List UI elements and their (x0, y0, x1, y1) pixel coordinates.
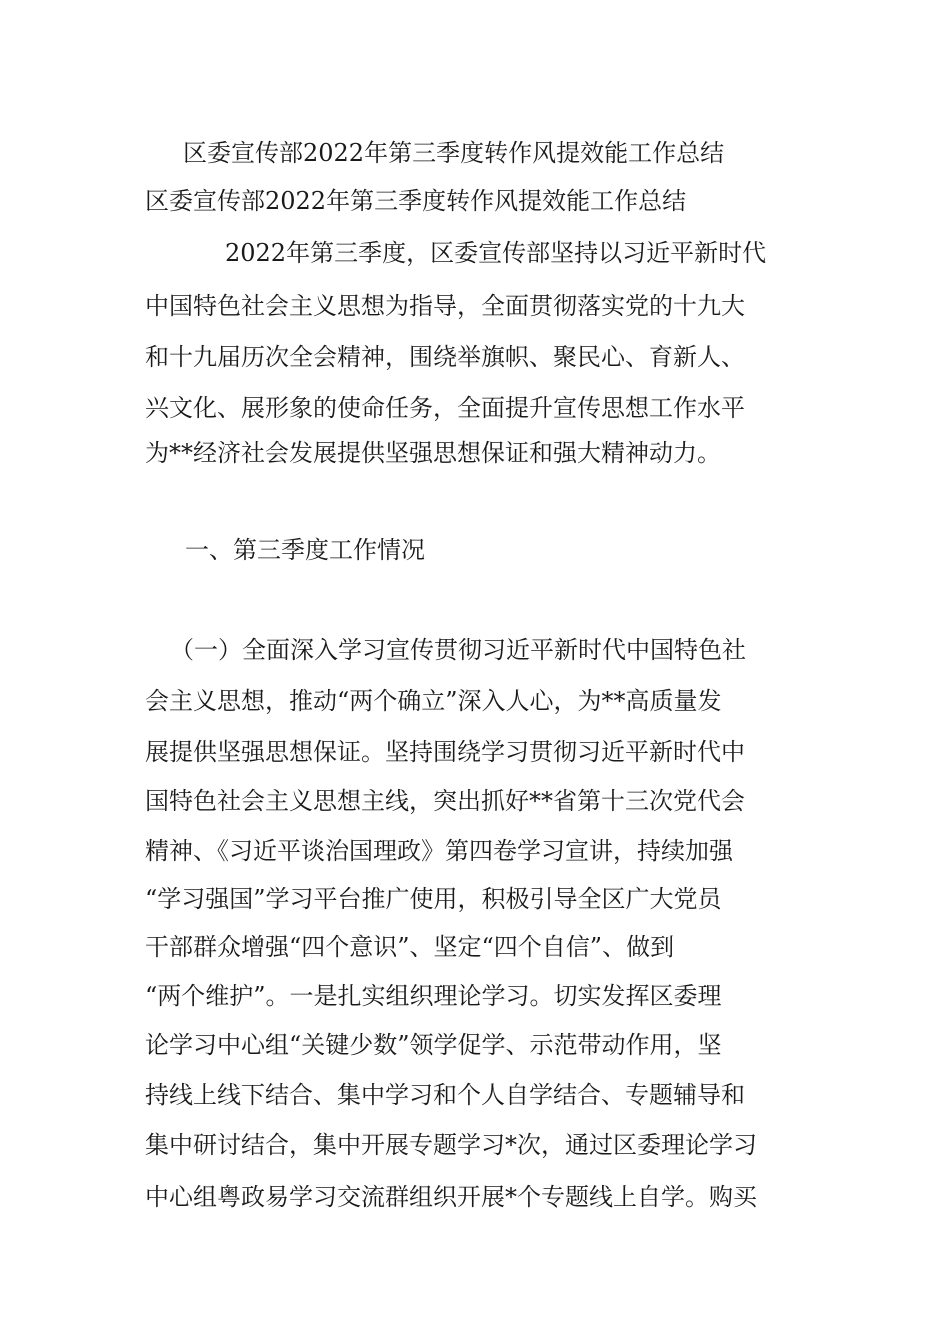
document-title: 区委宣传部2022年第三季度转作风提效能工作总结 (183, 139, 725, 167)
paragraph-line: 2022年第三季度，区委宣传部坚持以习近平新时代 (225, 239, 767, 267)
document-title-repeat: 区委宣传部2022年第三季度转作风提效能工作总结 (145, 187, 687, 215)
paragraph-line: 中心组粤政易学习交流群组织开展*个专题线上自学。购买 (145, 1183, 757, 1211)
paragraph-line: “两个维护”。一是扎实组织理论学习。切实发挥区委理 (145, 982, 722, 1010)
paragraph-line: 展提供坚强思想保证。坚持围绕学习贯彻习近平新时代中 (145, 738, 745, 766)
paragraph-line: 干部群众增强“四个意识”、坚定“四个自信”、做到 (145, 933, 675, 961)
paragraph-line: “学习强国”学习平台推广使用，积极引导全区广大党员 (145, 885, 722, 913)
paragraph-line: 集中研讨结合，集中开展专题学习*次，通过区委理论学习 (145, 1131, 757, 1159)
paragraph-line: 论学习中心组“关键少数”领学促学、示范带动作用，坚 (145, 1031, 722, 1059)
paragraph-line: 为**经济社会发展提供坚强思想保证和强大精神动力。 (145, 439, 721, 467)
paragraph-line: 和十九届历次全会精神，围绕举旗帜、聚民心、育新人、 (145, 343, 745, 371)
paragraph-line: 兴文化、展形象的使命任务，全面提升宣传思想工作水平 (145, 394, 745, 422)
paragraph-line: 精神、《习近平谈治国理政》第四卷学习宣讲，持续加强 (145, 837, 733, 865)
paragraph-line: 会主义思想，推动“两个确立”深入人心，为**高质量发 (145, 687, 722, 715)
paragraph-line: 中国特色社会主义思想为指导，全面贯彻落实党的十九大 (145, 292, 745, 320)
section-heading: 一、第三季度工作情况 (185, 536, 425, 564)
paragraph-line: （一）全面深入学习宣传贯彻习近平新时代中国特色社 (170, 636, 746, 664)
paragraph-line: 国特色社会主义思想主线，突出抓好**省第十三次党代会 (145, 787, 745, 815)
paragraph-line: 持线上线下结合、集中学习和个人自学结合、专题辅导和 (145, 1081, 745, 1109)
